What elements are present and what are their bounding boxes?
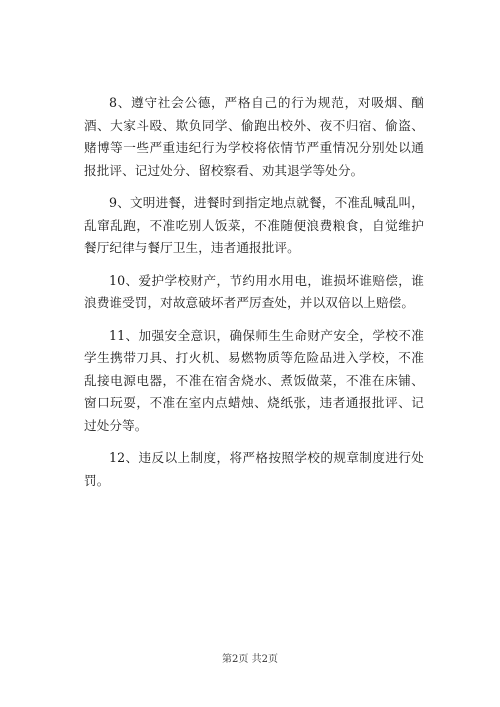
document-body (84, 92, 424, 502)
page-footer: 第2页 共2页 (222, 654, 278, 665)
rule-paragraph-9: 9、文明进餐，进餐时到指定地点就餐，不准乱喊乱叫，乱窜乱跑，不准吃别人饭菜，不准随便浪费粮食，自觉维护餐厅纪律与餐厅卫生，违者通报批评。 (84, 195, 424, 255)
rule-paragraph-10: 10、爱护学校财产，节约用水用电，谁损坏谁赔偿，谁浪费谁受罚，对故意破坏者严厉查处，并以双倍以上赔偿。 (84, 272, 424, 310)
rule-paragraph-8: 8、遵守社会公德，严格自己的行为规范，对吸烟、酗酒、大家斗殴、欺负同学、偷跑出校外、夜不归宿、偷盗、赌博等一些严重违纪行为学校将依情节严重情况分别处以通报批评、记过处分、留校察看、劝其退学等处分。 (84, 95, 424, 178)
rule-paragraph-11: 11、加强安全意识，确保师生生命财产安全，学校不准学生携带刀具、打火机、易燃物质等危险品进入学校，不准乱接电源电器，不准在宿舍烧水、煮饭做菜，不准在床铺、窗口玩耍，不准在室内点蜡烛、烧纸张，违者通报批评、记过处分等。 (84, 327, 424, 433)
rule-paragraph-12: 12、违反以上制度，将严格按照学校的规章制度进行处罚。 (84, 450, 424, 488)
